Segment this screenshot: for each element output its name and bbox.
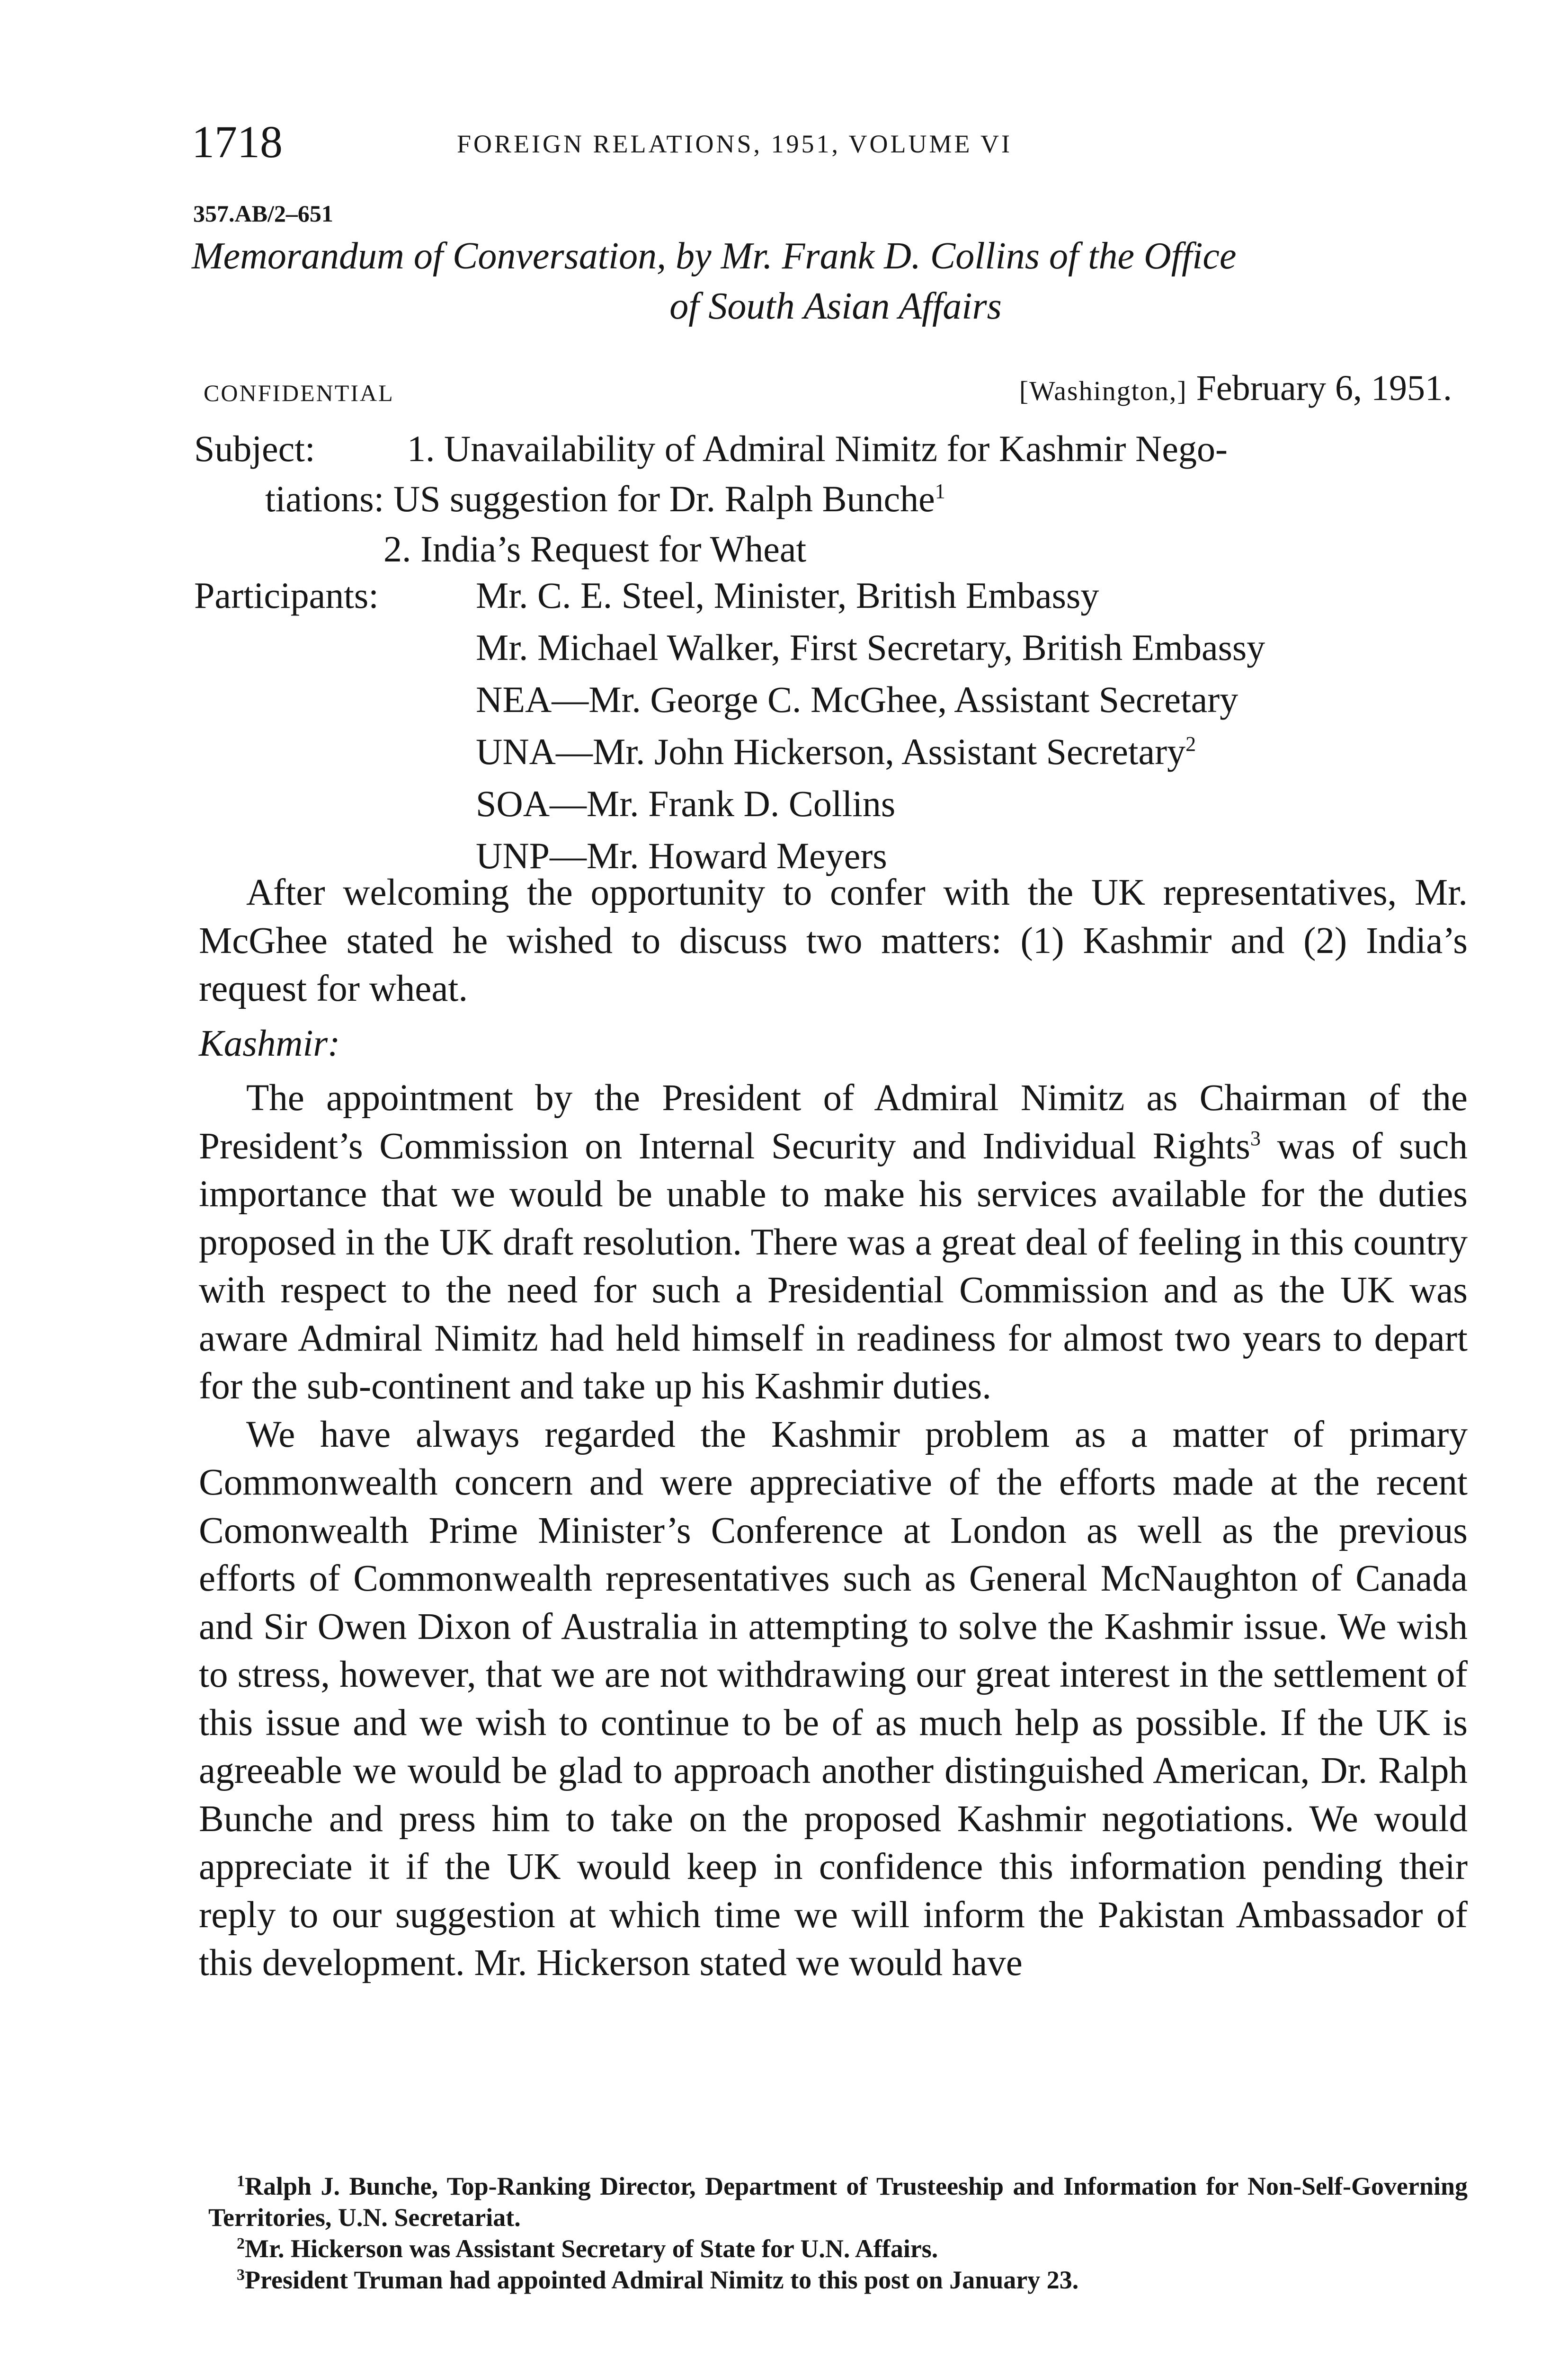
participant: Mr. C. E. Steel, Minister, British Embassy: [476, 575, 1099, 616]
classification-label: CONFIDENTIAL: [204, 380, 394, 406]
footnotes: [208, 2171, 1468, 2296]
footnote-text: President Truman had appointed Admiral Nimitz to this post on January 23.: [245, 2266, 1079, 2294]
footnote-mark: 1: [237, 2172, 245, 2190]
paragraph-1: [199, 1074, 1468, 1411]
document-title: [192, 231, 1479, 331]
subject-block: [194, 424, 1453, 574]
footnote-3: [208, 2264, 1468, 2296]
footnote-2: [208, 2233, 1468, 2264]
participant: NEA—Mr. George C. McGhee, Assistant Secretary: [476, 679, 1238, 720]
title-line-2: of South Asian Affairs: [669, 285, 1002, 327]
footnote-1: [208, 2171, 1468, 2233]
participant: SOA—Mr. Frank D. Collins: [476, 783, 896, 824]
place: [Washington,]: [1019, 375, 1187, 406]
footnote-text: Mr. Hickerson was Assistant Secretary of State for U.N. Affairs.: [245, 2234, 938, 2263]
running-head: [192, 114, 1479, 170]
section-heading-kashmir: Kashmir:: [199, 1023, 340, 1064]
subject-line-2: tiations: US suggestion for Dr. Ralph Bunche: [265, 478, 935, 519]
page-number: 1718: [192, 116, 283, 167]
participant: UNP—Mr. Howard Meyers: [476, 835, 887, 876]
footnote-ref-3: 3: [1250, 1126, 1261, 1150]
title-line-1: Memorandum of Conversation, by Mr. Frank D. Collins of the Office: [192, 235, 1237, 277]
body-text: [199, 869, 1468, 1987]
paragraph-1-part-a: The appointment by the President of Admiral Nimitz as Chairman of the President’s Commission on Internal Security and Individual Rights: [199, 1077, 1468, 1167]
subject-line-3: 2. India’s Request for Wheat: [383, 528, 807, 570]
participant: UNA—Mr. John Hickerson, Assistant Secretary: [476, 731, 1186, 772]
footnote-ref-1: 1: [935, 480, 945, 503]
date: February 6, 1951.: [1196, 368, 1452, 408]
footnote-ref-2: 2: [1185, 732, 1196, 756]
participants-label: Participants:: [194, 575, 379, 616]
footnote-mark: 2: [237, 2235, 245, 2252]
intro-paragraph: After welcoming the opportunity to confer with the UK representatives, Mr. McGhee stated he wished to discuss two matters: (1) Kashmir and (2) India’s request for wheat.: [199, 872, 1468, 1009]
subject-label: Subject:: [194, 428, 315, 469]
footnote-mark: 3: [237, 2266, 245, 2284]
dateline: [1019, 365, 1452, 415]
paragraph-2: We have always regarded the Kashmir problem as a matter of primary Commonwealth concern and were appreciative of the efforts made at the recent Comonwealth Prime Minister’s Conference at London as well as the previous efforts of Commonwealth representatives such as General McNaughton of Canada and Sir Owen Dixon of Australia in attempting to solve the Kashmir issue. We wish to stress, however, that we are not withdrawing our great interest in the settlement of this issue and we wish to continue to be of as much help as possible. If the UK is agreeable we would be glad to approach another distinguished American, Dr. Ralph Bunche and press him to take on the proposed Kashmir negotiations. We would appreciate it if the UK would keep in confidence this information pending their reply to our suggestion at which time we will inform the Pakistan Ambassador of this development. Mr. Hickerson stated we would have: [199, 1414, 1468, 1984]
running-title: FOREIGN RELATIONS, 1951, VOLUME VI: [457, 130, 1013, 158]
participant: Mr. Michael Walker, First Secretary, British Embassy: [476, 627, 1265, 668]
footnote-text: Ralph J. Bunche, Top-Ranking Director, Department of Trusteeship and Information for Non-Self-Governing Territories, U.N. Secretariat.: [208, 2172, 1468, 2232]
file-number: 357.AB/2–651: [193, 200, 333, 227]
participants-block: [194, 570, 1453, 883]
subject-line-1: 1. Unavailability of Admiral Nimitz for Kashmir Nego-: [407, 428, 1228, 469]
paragraph-1-part-b: was of such importance that we would be unable to make his services available for the duties proposed in the UK draft resolution. There was a great deal of feeling in this country with respect to the need for such a Presidential Commission and as the UK was aware Admiral Nimitz had held himself in readiness for almost two years to depart for the sub-continent and take up his Kashmir duties.: [199, 1125, 1468, 1407]
